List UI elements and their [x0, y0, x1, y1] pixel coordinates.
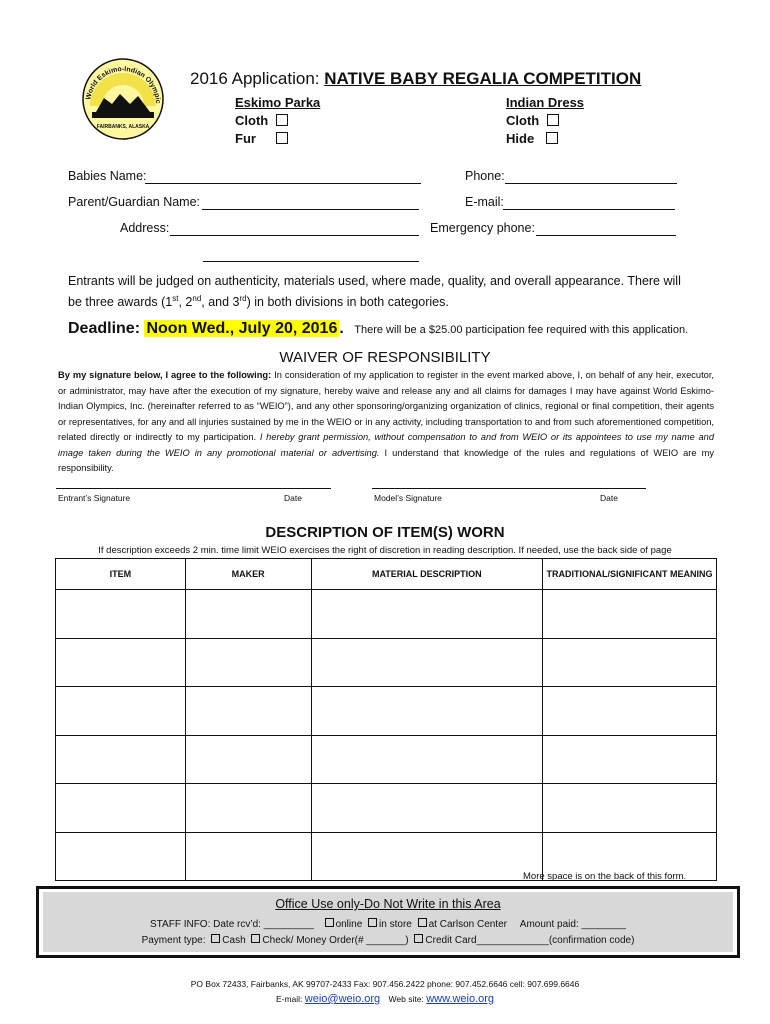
judging-text [68, 273, 718, 311]
address-field[interactable] [170, 222, 419, 236]
description-heading: DESCRIPTION OF ITEM(S) WORN [265, 524, 505, 541]
indian-hide-checkbox[interactable] [546, 132, 558, 144]
babies-name-label: Babies Name: [68, 169, 147, 183]
online-checkbox[interactable] [325, 918, 334, 927]
table-cell[interactable] [311, 735, 543, 784]
logo-bottom-text: FAIRBANKS, ALASKA [96, 124, 150, 130]
items-header-row [56, 559, 717, 590]
table-cell[interactable] [56, 638, 186, 687]
instore-label: in store [379, 919, 412, 930]
table-cell[interactable] [56, 590, 186, 639]
waiver-text: By my signature below, I agree to the following: In consideration of my application to register in the event marked above, I, on behalf of any heir, executor, or administrator, may have after the execution of my signature, hereby waive and release any and all claims for damages I may have against World Eskimo-Indian Olympics, Inc. (hereinafter referred to as “WEIO”), and any other sponsoring/organizing organization of clinics, regional or final competition, their agents or representatives, for any and all injuries sustained by me in the WEIO or in any activity, including transportation to and from such aforementioned competition, related directly or indirectly to my participation. I hereby grant permission, without compensation to and from WEIO or its appointees to use my name and image taken during the WEIO in any promotional material or advertising. I understand that knowledge of the rules and regulations of WEIO are my responsibility. [58, 370, 714, 473]
description-note: If description exceeds 2 min. time limit WEIO exercises the right of discretion in reading description. If needed, use the back side of page [98, 545, 672, 556]
table-cell[interactable] [311, 687, 543, 736]
col-item: ITEM [56, 559, 186, 590]
office-payment-line [43, 934, 733, 946]
waiver-heading: WAIVER OF RESPONSIBILITY [279, 349, 491, 366]
eskimo-fur-checkbox[interactable] [276, 132, 288, 144]
judging-line2: be three awards (1st, 2nd, and 3rd) in both divisions in both categories. [68, 294, 449, 310]
carlson-checkbox[interactable] [418, 918, 427, 927]
col-material: MATERIAL DESCRIPTION [311, 559, 543, 590]
table-cell[interactable] [185, 832, 311, 881]
carlson-label: at Carlson Center [428, 919, 507, 930]
table-cell[interactable] [185, 687, 311, 736]
more-space-note: More space is on the back of this form. [523, 871, 687, 882]
office-staff-line [43, 918, 733, 930]
table-cell[interactable] [185, 638, 311, 687]
table-row [56, 735, 717, 784]
check-checkbox[interactable] [251, 934, 260, 943]
deadline: Deadline: Noon Wed., July 20, 2016 . There will be a $25.00 participation fee required with this application. [68, 320, 689, 337]
footer-web-link[interactable]: www.weio.org [426, 993, 495, 1005]
items-table [55, 558, 717, 881]
address-label: Address: [120, 221, 170, 235]
table-row [56, 687, 717, 736]
table-cell[interactable] [543, 687, 717, 736]
table-cell[interactable] [185, 735, 311, 784]
office-heading: Office Use only-Do Not Write in this Area [275, 897, 501, 911]
parent-label: Parent/Guardian Name: [68, 195, 201, 209]
title-year: 2016 Application: [190, 69, 320, 88]
indian-cloth-checkbox[interactable] [547, 114, 559, 126]
eskimo-fur-label: Fur [235, 131, 256, 146]
footer-address: PO Box 72433, Fairbanks, AK 99707-2433 Fax: 907.456.2422 phone: 907.452.6646 cell: 907.699.6646 [190, 979, 580, 989]
table-row [56, 638, 717, 687]
emergency-label: Emergency phone: [430, 221, 535, 235]
entrant-signature-label: Entrant’s Signature [58, 493, 131, 503]
indian-dress-heading: Indian Dress [506, 95, 585, 110]
col-maker: MAKER [185, 559, 311, 590]
table-cell[interactable] [543, 784, 717, 833]
emergency-field[interactable] [536, 222, 676, 236]
cash-checkbox[interactable] [211, 934, 220, 943]
table-row [56, 590, 717, 639]
title-name: NATIVE BABY REGALIA COMPETITION [324, 69, 642, 88]
judging-line1: Entrants will be judged on authenticity, materials used, where made, quality, and overall appearance. There will [68, 274, 681, 288]
table-cell[interactable] [311, 784, 543, 833]
table-cell[interactable] [311, 832, 543, 881]
entrant-signature-line[interactable] [56, 488, 331, 489]
indian-hide-label: Hide [506, 131, 535, 146]
footer-contact [0, 993, 770, 1005]
footer-email-label: E-mail: [275, 994, 303, 1004]
phone-field[interactable] [505, 170, 677, 184]
logo-arc-text: World Eskimo-Indian Olympic [85, 65, 162, 104]
amount-paid: Amount paid: ________ [519, 919, 626, 930]
indian-cloth-label: Cloth [506, 113, 540, 128]
table-cell[interactable] [311, 638, 543, 687]
table-cell[interactable] [543, 590, 717, 639]
email-label: E-mail: [465, 195, 504, 209]
deadline-date: Noon Wed., July 20, 2016 [146, 320, 338, 337]
online-label: online [335, 919, 363, 930]
eskimo-cloth-checkbox[interactable] [276, 114, 288, 126]
footer-web-label: Web site: [388, 994, 424, 1004]
table-cell[interactable] [543, 735, 717, 784]
deadline-fee-note: There will be a $25.00 participation fee required with this application. [354, 324, 689, 336]
model-date-label: Date [600, 493, 618, 503]
table-cell[interactable] [185, 590, 311, 639]
entrant-date-label: Date [284, 493, 302, 503]
email-field[interactable] [503, 196, 675, 210]
table-cell[interactable] [56, 687, 186, 736]
table-cell[interactable] [543, 638, 717, 687]
table-cell[interactable] [56, 832, 186, 881]
payment-type-label: Payment type: [141, 935, 206, 946]
eskimo-parka-heading: Eskimo Parka [235, 95, 321, 110]
parent-field[interactable] [202, 196, 419, 210]
babies-name-field[interactable] [145, 170, 421, 184]
phone-label: Phone: [465, 169, 505, 183]
table-cell[interactable] [311, 590, 543, 639]
check-label: Check/ Money Order(# _______) [262, 935, 409, 946]
office-staff-date: STAFF INFO: Date rcv’d: _________ [150, 919, 314, 930]
instore-checkbox[interactable] [368, 918, 377, 927]
card-checkbox[interactable] [414, 934, 423, 943]
eskimo-parka-group [235, 95, 320, 146]
table-row [56, 784, 717, 833]
footer-email-link[interactable]: weio@weio.org [304, 993, 381, 1005]
card-label: Credit Card_____________(confirmation code) [425, 935, 635, 946]
col-meaning: TRADITIONAL/SIGNIFICANT MEANING [543, 559, 717, 590]
indian-dress-group [506, 95, 584, 146]
eskimo-cloth-label: Cloth [235, 113, 269, 128]
model-signature-line[interactable] [372, 488, 646, 489]
address-field-line2[interactable] [203, 248, 419, 262]
deadline-label: Deadline: [68, 320, 141, 337]
page-title [190, 69, 641, 89]
weio-logo [78, 54, 168, 144]
model-signature-label: Model’s Signature [374, 493, 442, 503]
office-use-box [36, 886, 740, 958]
table-cell[interactable] [56, 784, 186, 833]
table-cell[interactable] [56, 735, 186, 784]
table-cell[interactable] [185, 784, 311, 833]
cash-label: Cash [222, 935, 246, 946]
